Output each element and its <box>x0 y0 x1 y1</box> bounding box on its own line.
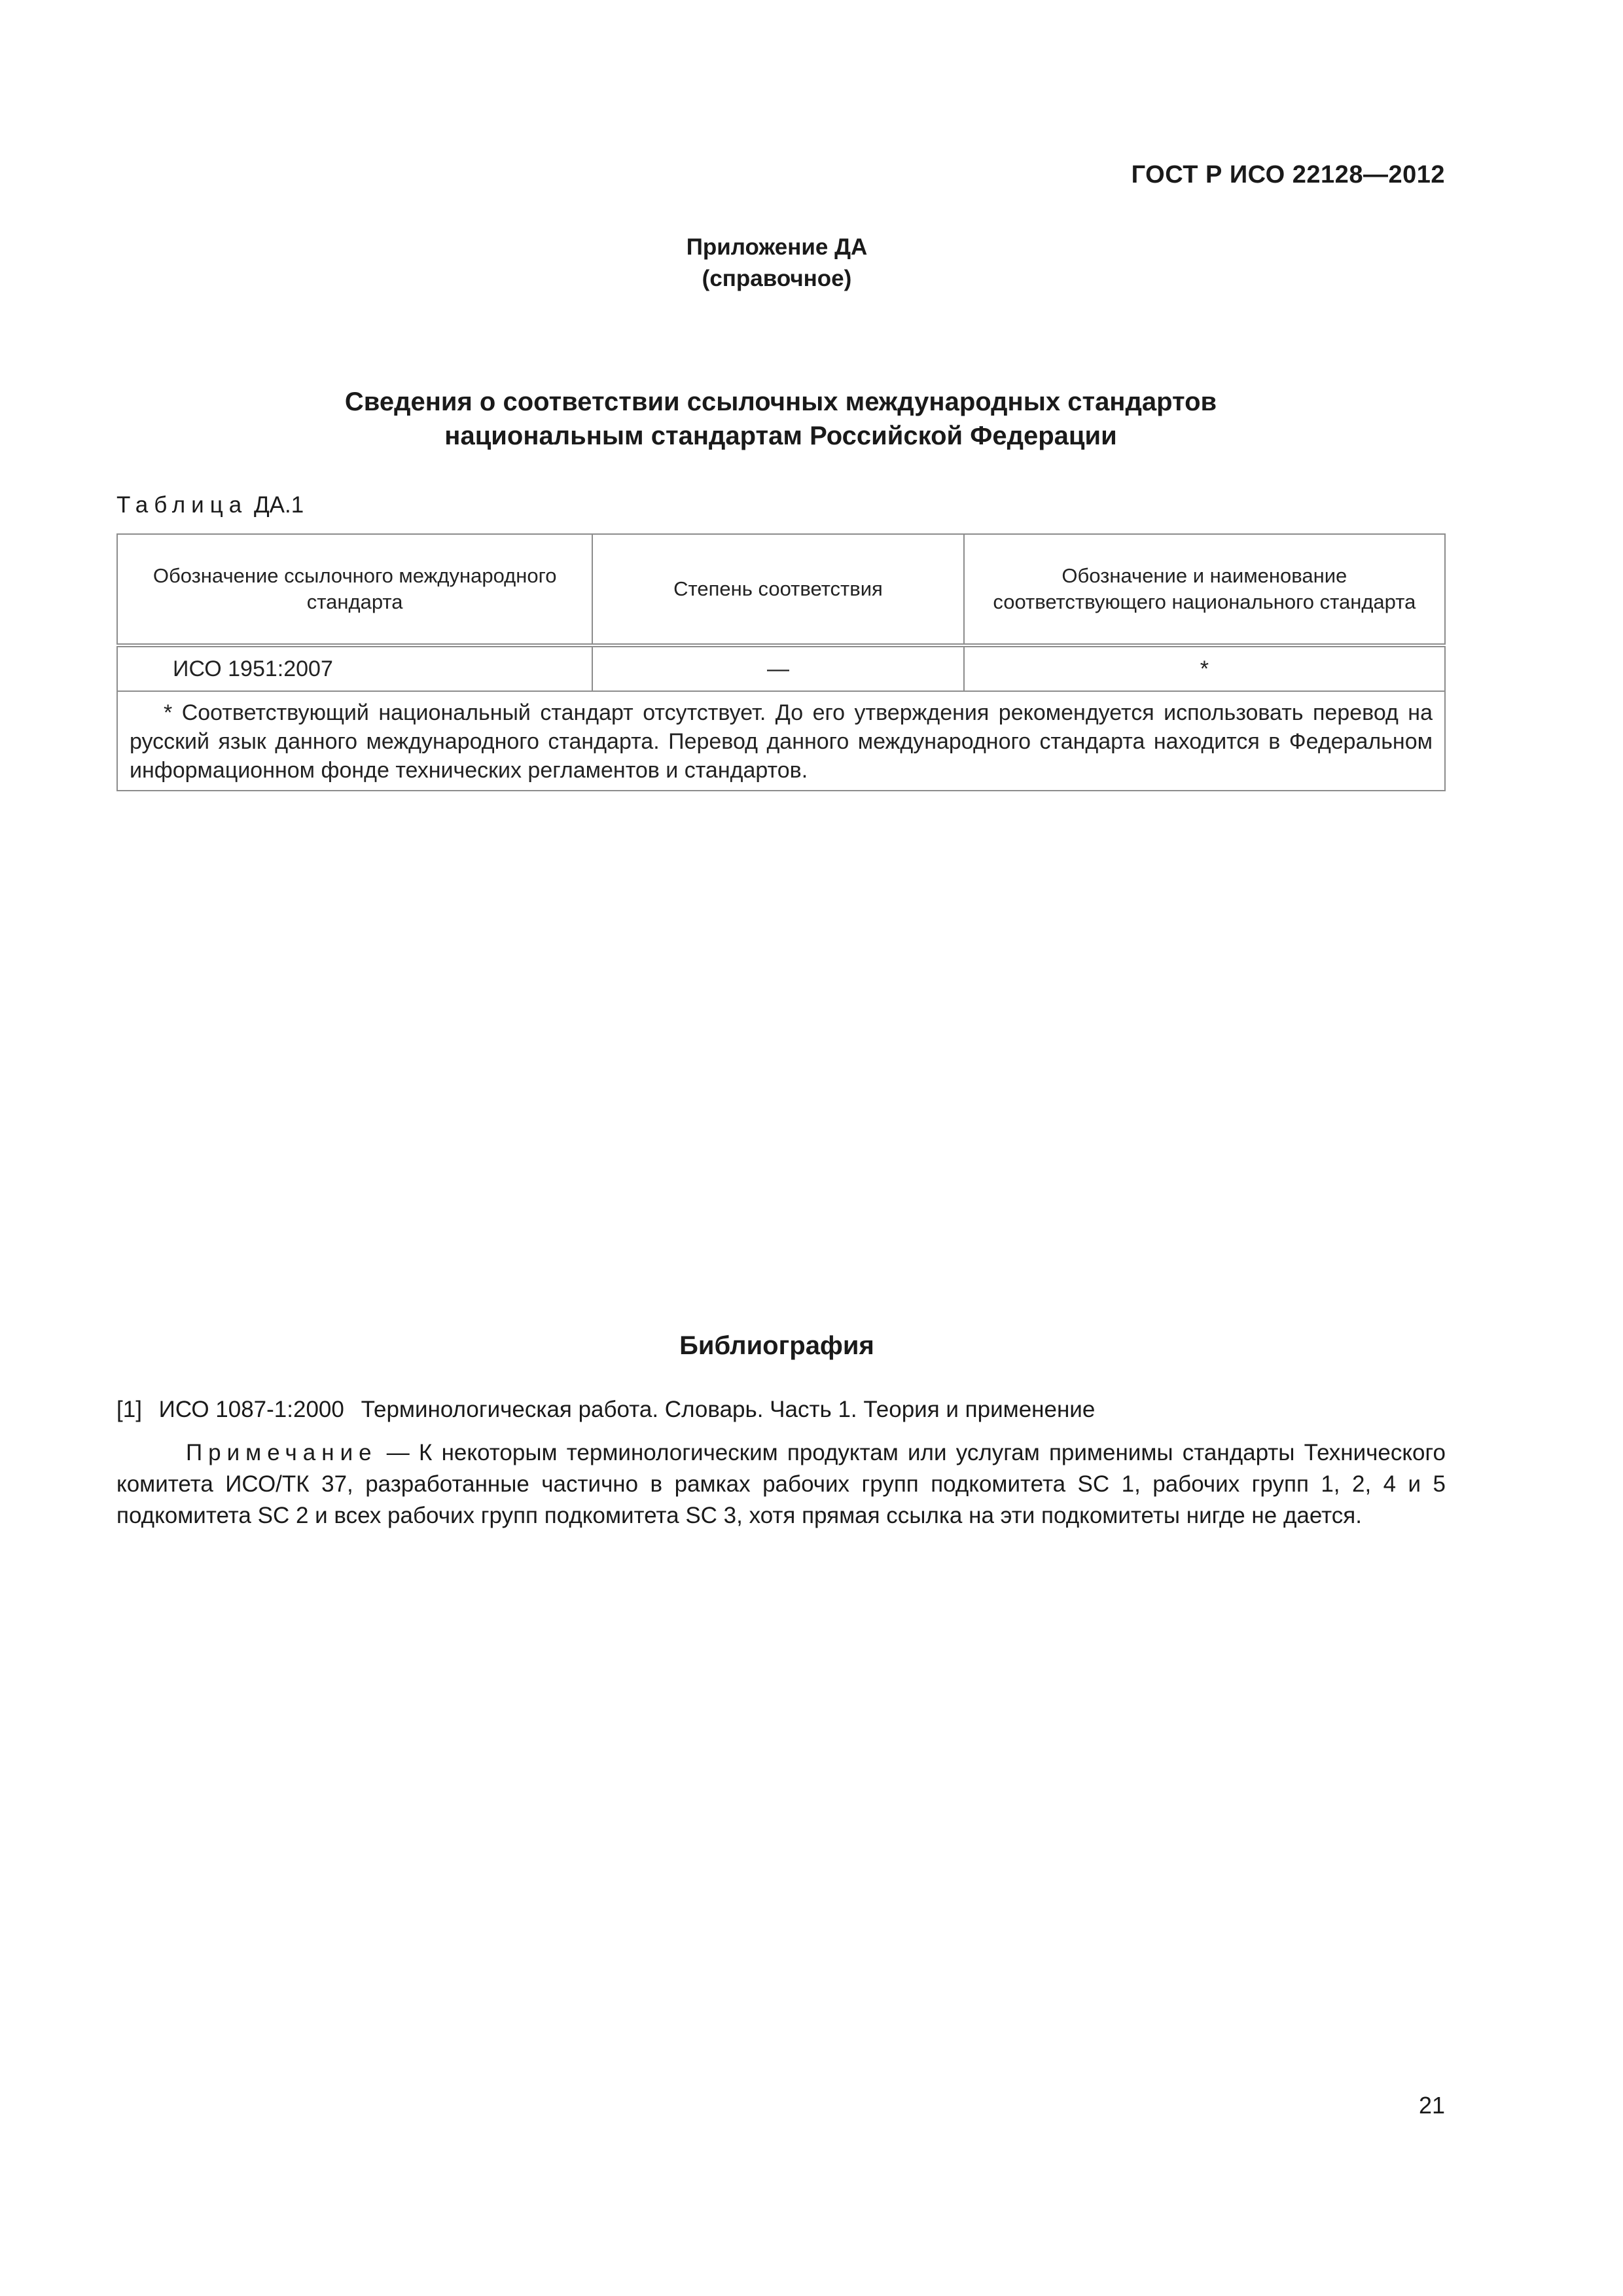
table-label <box>116 492 304 518</box>
header-national-standard: Обозначение и наименование соответствующего национального стандарта <box>964 534 1445 645</box>
correspondence-table <box>116 533 1446 791</box>
cell-national: * <box>964 645 1445 691</box>
bibliography-entry-text: Терминологическая работа. Словарь. Часть 1. Теория и применение <box>361 1397 1096 1422</box>
bibliography-entry-code: ИСО 1087-1:2000 <box>158 1397 344 1422</box>
table-header-row <box>117 534 1445 645</box>
appendix-subtitle: (справочное) <box>702 266 852 291</box>
bibliography-note <box>116 1437 1446 1532</box>
table-footnote <box>117 691 1445 791</box>
note-label: Примечание <box>186 1440 378 1465</box>
bibliography-title: Библиография <box>679 1331 874 1360</box>
table-footnote-row <box>117 691 1445 791</box>
appendix-title: Приложение ДА <box>686 234 868 260</box>
table-footnote-text: * Соответствующий национальный стандарт отсутствует. До его утверждения рекомендуется использовать перевод на русский язык данного международного стандарта. Перевод данного международного стандарта находится в Федеральном информационном фонде технических регламентов и стандартов. <box>130 700 1433 783</box>
bibliography-entry <box>116 1397 1105 1423</box>
table-label-word: Таблица <box>116 492 248 518</box>
section-title <box>116 385 1445 453</box>
header-international-standard: Обозначение ссылочного международного стандарта <box>117 534 592 645</box>
note-text: — К некоторым терминологическим продуктам или услугам применимы стандарты Технического комитета ИСО/ТК 37, разработанные частично в рамках рабочих групп подкомитета SC 1, рабочих групп 1, 2, 4 и 5 подкомитета SC 2 и всех рабочих групп подкомитета SC 3, хотя прямая ссылка на эти подкомитеты нигде не дается. <box>116 1440 1446 1528</box>
table-label-number: ДА.1 <box>253 492 304 518</box>
section-title-line-1: Сведения о соответствии ссылочных международных стандартов <box>344 387 1217 416</box>
appendix-heading <box>0 232 1554 295</box>
page-number: 21 <box>1418 2092 1445 2119</box>
cell-degree: — <box>592 645 963 691</box>
cell-designation: ИСО 1951:2007 <box>117 645 592 691</box>
section-title-line-2: национальным стандартам Российской Федерации <box>444 422 1117 450</box>
header-degree-of-correspondence: Степень соответствия <box>592 534 963 645</box>
document-code: ГОСТ Р ИСО 22128—2012 <box>1131 161 1445 188</box>
bibliography-entry-number: [1] <box>116 1397 142 1422</box>
table-row <box>117 645 1445 691</box>
